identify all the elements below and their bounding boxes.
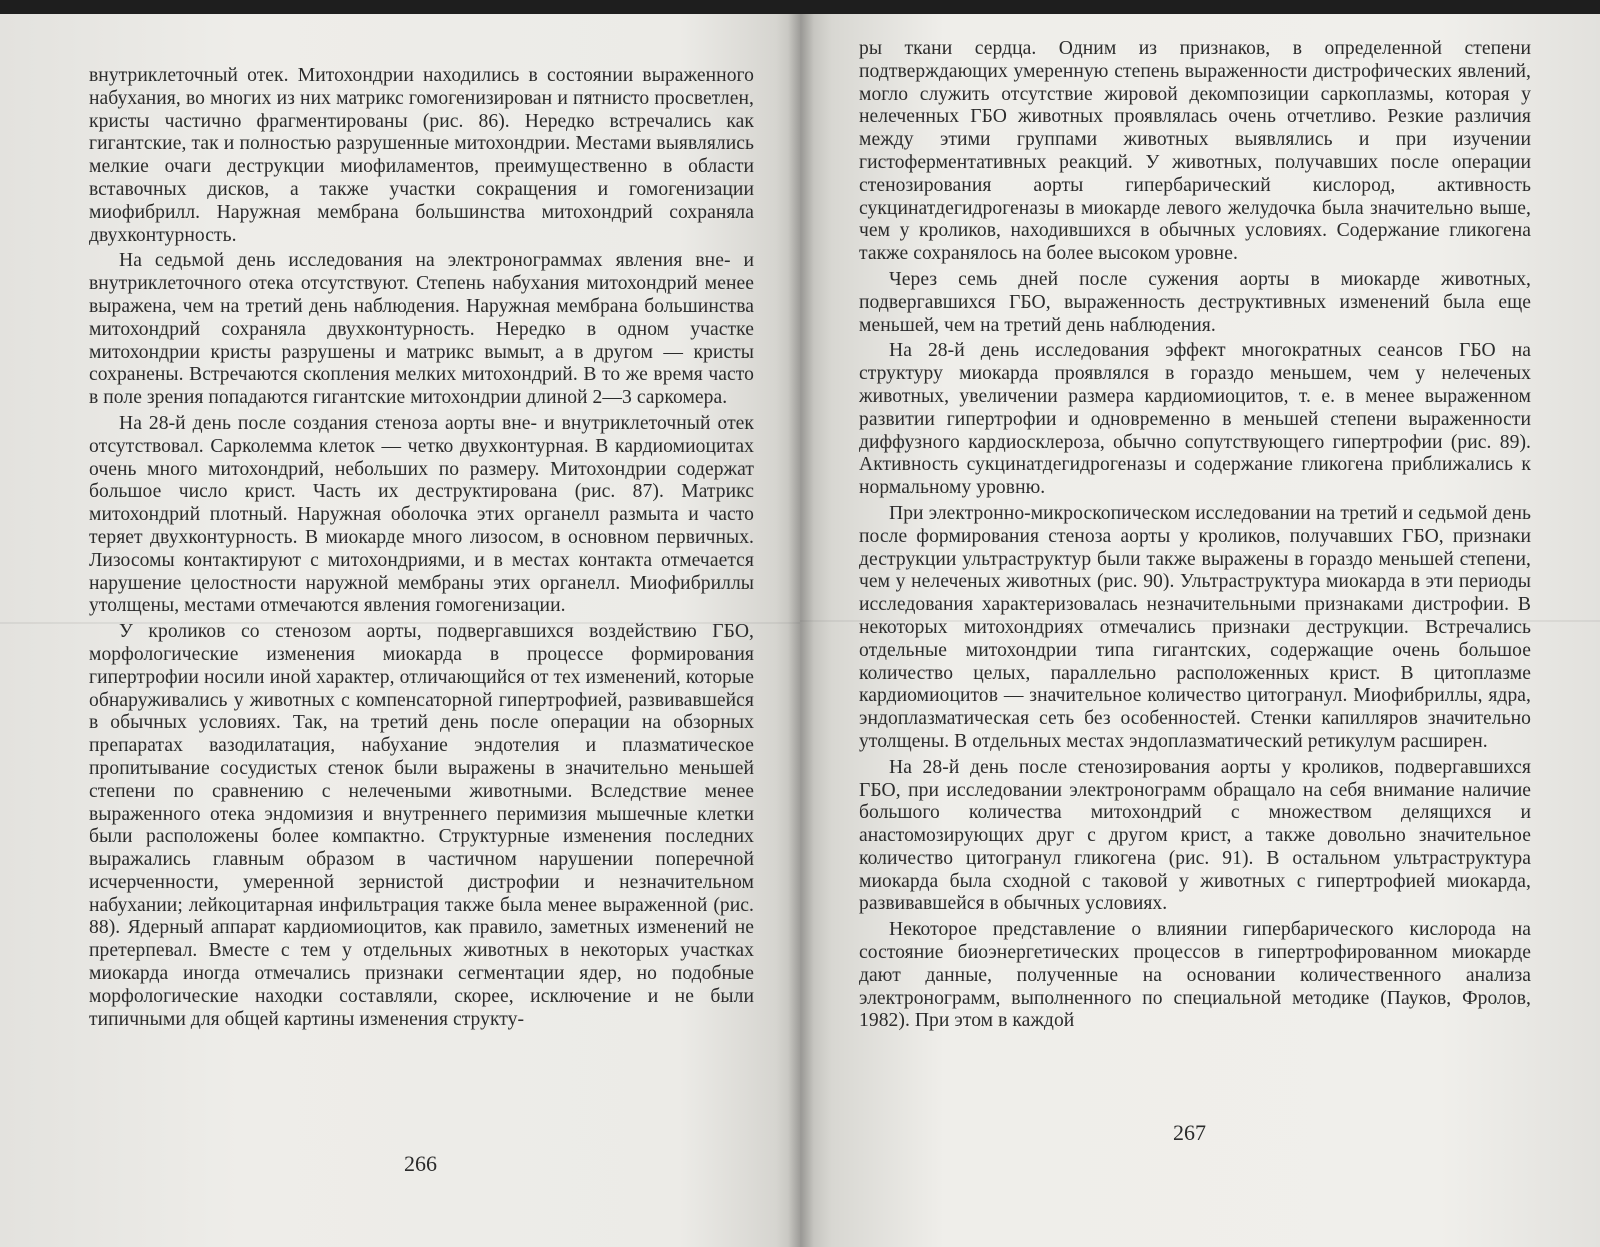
paragraph: На 28-й день после создания стеноза аорты вне- и внутриклеточный отек отсутствовал. Сарколемма клеток — четко двухконтурная. В кардиомиоцитах очень много митохондрий, небольших по размеру. Митохондрии содержат большое число крист. Часть их деструктирована (рис. 87). Матрикс митохондрий плотный. Наружная оболочка этих органелл размыта и часто теряет двухконтурность. В миокарде много лизосом, в основном первичных. Лизосомы контактируют с митохондриями, и в местах контакта отмечается нарушение целостности наружной мембраны этих органелл. Миофибриллы утолщены, местами отмечаются явления гомогенизации. [89, 412, 754, 617]
page-number: 267 [1173, 1120, 1206, 1145]
left-page [0, 14, 800, 1247]
scan-top-edge [0, 0, 1600, 14]
paragraph: На 28-й день исследования эффект многократных сеансов ГБО на структуру миокарда проявлялся в гораздо меньшем, чем у нелеченых животных, увеличении размера кардиомиоцитов, т. е. в менее выраженном развитии гипертрофии и одновременно в меньшей степени выраженности диффузного кардиосклероза, обычно сопутствующего гипертрофии (рис. 89). Активность сукцинатдегидрогеназы и содержание гликогена приближались к нормальному уровню. [859, 340, 1531, 499]
paragraph: На седьмой день исследования на электронограммах явления вне- и внутриклеточного отека отсутствуют. Степень набухания митохондрий менее выражена, чем на третий день наблюдения. Наружная мембрана большинства митохондрий сохраняла двухконтурность. Нередко в одном участке митохондрии кристы разрушены и матрикс вымыт, а в другом — кристы сохранены. Встречаются скопления мелких митохондрий. В то же время часто в поле зрения попадаются гигантские митохондрии длиной 2—3 саркомера. [89, 250, 754, 409]
paragraph: У кроликов со стенозом аорты, подвергавшихся воздействию ГБО, морфологические изменения миокарда в процессе формирования гипертрофии носили иной характер, отличающийся от тех изменений, которые обнаруживались у животных с компенсаторной гипертрофией, развивавшейся в обычных условиях. Так, на третий день после операции на обзорных препаратах вазодилатация, набухание эндотелия и плазматическое пропитывание сосудистых стенок были выражены в значительно меньшей степени по сравнению с нелечеными животными. Вследствие менее выраженного отека эндомизия и внутреннего перимизия мышечные клетки были расположены более компактно. Структурные изменения последних выражались главным образом в частичном нарушении поперечной исчерченности, умеренной зернистой дистрофии и незначительном набухании; лейкоцитарная инфильтрация также была менее выраженной (рис. 88). Ядерный аппарат кардиомиоцитов, как правило, заметных изменений не претерпевал. Вместе с тем у отдельных животных в некоторых участках миокарда иногда отмечались признаки сегментации ядер, но подобные морфологические находки составляли, скорее, исключение и не были типичными для общей картины изменения структу- [89, 621, 754, 1030]
page-number: 266 [404, 1151, 437, 1176]
paragraph: При электронно-микроскопическом исследовании на третий и седьмой день после формирования стеноза аорты у кроликов, получавших ГБО, признаки деструкции ультраструктур были также выражены в гораздо меньшей степени, чем у нелеченых животных (рис. 90). Ультраструктура миокарда в эти периоды исследования характеризовалась незначительными признаками дистрофии. В некоторых митохондриях отмечались признаки деструкции. Встречались отдельные митохондрии типа гигантских, содержащие очень большое количество целых, параллельно расположенных крист. В цитоплазме кардиомиоцитов — значительное количество цитогранул. Миофибриллы, ядра, эндоплазматическая сеть без особенностей. Стенки капилляров значительно утолщены. В отдельных местах эндоплазматический ретикулум расширен. [859, 502, 1531, 752]
paragraph: внутриклеточный отек. Митохондрии находились в состоянии выраженного набухания, во многих из них матрикс гомогенизирован и пятнисто просветлен, кристы частично фрагментированы (рис. 86). Нередко встречались как гигантские, так и полностью разрушенные митохондрии. Местами выявлялись мелкие очаги деструкции миофиламентов, преимущественно в области вставочных дисков, а также участки сокращения и гомогенизации миофибрилл. Наружная мембрана большинства митохондрий сохраняла двухконтурность. [89, 65, 754, 246]
left-page-text [89, 65, 754, 1031]
right-page [800, 14, 1600, 1247]
paragraph: На 28-й день после стенозирования аорты у кроликов, подвергавшихся ГБО, при исследовании электронограмм обращало на себя внимание наличие большого количества митохондрий с множеством делящихся и анастомозирующих друг с другом крист, а также довольно значительное количество цитогранул гликогена (рис. 91). В остальном ультраструктура миокарда была сходной с таковой у животных с гипертрофией миокарда, развивавшейся в обычных условиях. [859, 756, 1531, 915]
paragraph: Через семь дней после сужения аорты в миокарде животных, подвергавшихся ГБО, выраженность деструктивных изменений была еще меньшей, чем на третий день наблюдения. [859, 268, 1531, 336]
paragraph: ры ткани сердца. Одним из признаков, в определенной степени подтверждающих умеренную степень выраженности дистрофических явлений, могло служить отсутствие жировой декомпозиции саркоплазмы, которая у нелеченных ГБО животных проявлялась очень отчетливо. Резкие различия между этими группами животных выявлялись и при изучении гистоферментативных реакций. У животных, получавших после операции стенозирования аорты гипербарический кислород, активность сукцинатдегидрогеназы в миокарде левого желудочка была значительно выше, чем у кроликов, находившихся в обычных условиях. Содержание гликогена также сохранялось на более высоком уровне. [859, 38, 1531, 265]
book-gutter [788, 14, 814, 1247]
right-page-text [859, 38, 1531, 1033]
paragraph: Некоторое представление о влиянии гипербарического кислорода на состояние биоэнергетических процессов в гипертрофированном миокарде дают данные, полученные на основании количественного анализа электронограмм, выполненного по специальной методике (Пауков, Фролов, 1982). При этом в каждой [859, 919, 1531, 1032]
